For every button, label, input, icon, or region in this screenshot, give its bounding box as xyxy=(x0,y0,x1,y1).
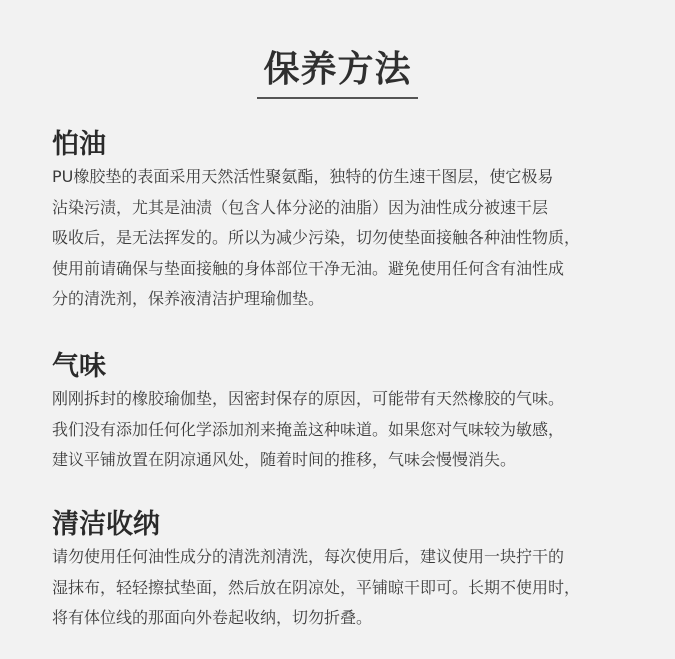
section-body-odor xyxy=(52,384,652,476)
section-body-oil xyxy=(52,162,652,315)
paragraph-line: 建议平铺放置在阴凉通风处，随着时间的推移，气味会慢慢消失。 xyxy=(52,450,517,469)
section-oil xyxy=(52,128,652,315)
section-heading-cleaning-storage: 清洁收纳 xyxy=(52,509,160,540)
section-heading-oil: 怕油 xyxy=(52,129,106,160)
paragraph-line: 使用前请确保与垫面接触的身体部位干净无油。避免使用任何含有油性成 xyxy=(52,258,565,278)
page-title-wrapper xyxy=(0,22,675,123)
paragraph-line: 刚刚拆封的橡胶瑜伽垫，因密封保存的原因，可能带有天然橡胶的气味。 xyxy=(52,389,565,408)
paragraph-line: 沾染污渍，尤其是油渍（包含人体分泌的油脂）因为油性成分被速干层 xyxy=(52,197,549,217)
paragraph-line: 将有体位线的那面向外卷起收纳，切勿折叠。 xyxy=(52,608,373,627)
paragraph-line: 我们没有添加任何化学添加剂来掩盖这种味道。如果您对气味较为敏感， xyxy=(52,419,565,439)
section-body-cleaning-storage xyxy=(52,542,652,634)
section-odor xyxy=(52,350,652,476)
section-cleaning-storage xyxy=(52,508,652,634)
paragraph-line: 分的清洗剂，保养液清洁护理瑜伽垫。 xyxy=(52,289,325,308)
paragraph-line: 吸收后，是无法挥发的。所以为减少污染，切勿使垫面接触各种油性物质， xyxy=(52,228,581,247)
paragraph-line: 请勿使用任何油性成分的清洗剂清洗，每次使用后，建议使用一块拧干的 xyxy=(52,547,565,566)
paragraph-line: PU橡胶垫的表面采用天然活性聚氨酯，独特的仿生速干图层，使它极易 xyxy=(52,167,554,186)
section-heading-odor: 气味 xyxy=(52,351,106,382)
paragraph-line: 湿抹布，轻轻擦拭垫面，然后放在阴凉处，平铺晾干即可。长期不使用时， xyxy=(52,577,581,597)
page-title: 保养方法 xyxy=(257,46,417,99)
